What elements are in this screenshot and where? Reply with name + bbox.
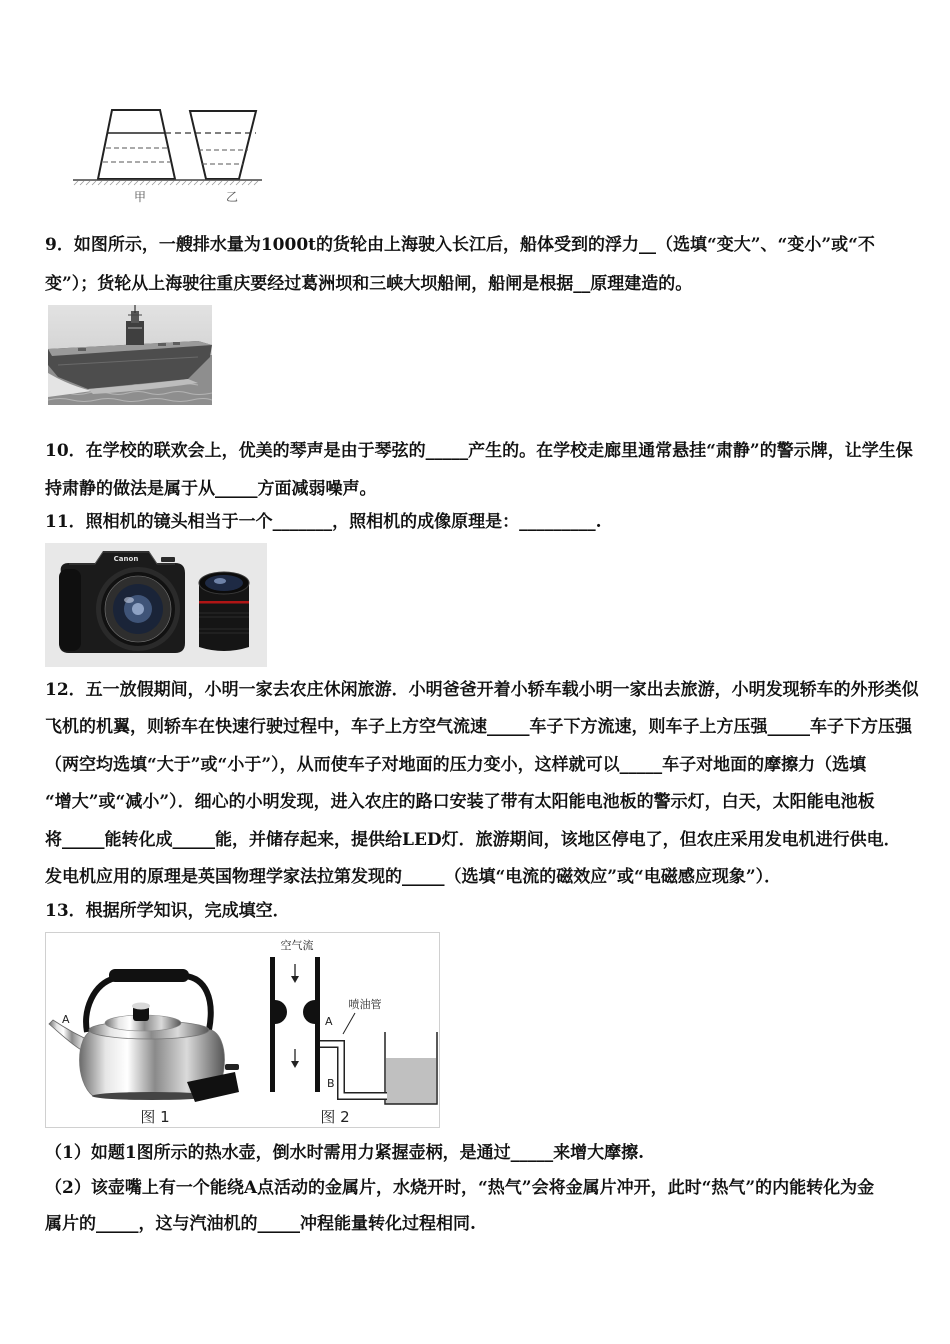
ship-photo xyxy=(48,305,212,405)
q12-line-2: 飞机的机翼，则轿车在快速行驶过程中，车子上方空气流速_____车子下方流速，则车子上方压强_____车子下方压强 xyxy=(45,717,912,737)
q9-line-1: 9．如图所示，一艘排水量为1000t的货轮由上海驶入长江后，船体受到的浮力__（选填“变大”、“变小”或“不 xyxy=(45,235,875,255)
tube-right-wall xyxy=(315,957,320,1092)
q12-line-4: “增大”或“减小”）．细心的小明发现，进入农庄的路口安装了带有太阳能电池板的警示灯，白天，太阳能电池板 xyxy=(45,792,875,812)
ground-line xyxy=(73,180,262,185)
q12-line-5: 将_____能转化成_____能，并储存起来，提供给LED灯．旅游期间，该地区停电了，但农庄采用发电机进行供电． xyxy=(45,830,901,850)
container-jia xyxy=(98,110,175,179)
camera-lens xyxy=(96,567,180,651)
hot-shoe xyxy=(161,557,175,562)
kettle-point-a-label: A xyxy=(62,1013,70,1026)
q13-sub2-line-1: （2）该壶嘴上有一个能绕A点活动的金属片，水烧开时，“热气”会将金属片冲开，此时“热气”的内能转化为金 xyxy=(45,1178,875,1198)
air-flow-label: 空气流 xyxy=(280,939,314,952)
camera-grip xyxy=(59,569,81,651)
liquid xyxy=(386,1058,436,1104)
label-yi: 乙 xyxy=(225,190,239,204)
container-jia-outline xyxy=(98,110,175,179)
kettle-handle-grip xyxy=(109,969,189,982)
q9-line-2: 变”）；货轮从上海驶往重庆要经过葛洲坝和三峡大坝船闸，船闸是根据__原理建造的。 xyxy=(45,274,693,294)
camera-photo xyxy=(45,543,267,667)
point-a-label: A xyxy=(325,1015,333,1028)
q12-line-3: （两空均选填“大于”或“小于”），从而使车子对地面的压力变小，这样就可以_____车子对地面的摩擦力（选填 xyxy=(45,755,867,775)
fig1-caption: 图 1 xyxy=(140,1108,170,1126)
q13-sub1: （1）如题1图所示的热水壶，倒水时需用力紧握壶柄，是通过_____来增大摩擦. xyxy=(45,1143,645,1163)
fig2-caption: 图 2 xyxy=(320,1108,350,1126)
q10-line-1: 10．在学校的联欢会上，优美的琴声是由于琴弦的_____产生的。在学校走廊里通常悬挂“肃静”的警示牌，让学生保 xyxy=(45,441,913,461)
power-plug xyxy=(225,1064,239,1070)
spray-tube-label: 喷油管 xyxy=(348,998,382,1011)
point-b-label: B xyxy=(327,1077,335,1090)
q10-line-2: 持肃静的做法是属于从_____方面减弱噪声。 xyxy=(45,479,377,499)
q13-sub2-line-2: 属片的_____，这与汽油机的_____冲程能量转化过程相同. xyxy=(45,1214,476,1234)
q12-line-1: 12．五一放假期间，小明一家去农庄休闲旅游．小明爸爸开着小轿车载小明一家出去旅游，小明发现轿车的外形类似 xyxy=(45,680,919,700)
tube-left-wall xyxy=(270,957,275,1092)
q11-line-1: 11．照相机的镜头相当于一个_______，照相机的成像原理是：_________. xyxy=(45,512,602,532)
q13-figure xyxy=(45,932,440,1128)
q13-title: 13．根据所学知识，完成填空． xyxy=(45,901,290,921)
container-yi-outline xyxy=(190,111,256,179)
container-yi xyxy=(190,111,256,179)
camera-brand-logo: Canon xyxy=(113,555,139,563)
lens-red-ring xyxy=(199,601,249,604)
q12-line-6: 发电机应用的原理是英国物理学家法拉第发现的_____（选填“电流的磁效应”或“电磁感应现象”）． xyxy=(45,867,782,887)
label-jia: 甲 xyxy=(133,190,147,204)
containers-figure xyxy=(70,100,270,208)
standalone-lens xyxy=(199,572,249,651)
